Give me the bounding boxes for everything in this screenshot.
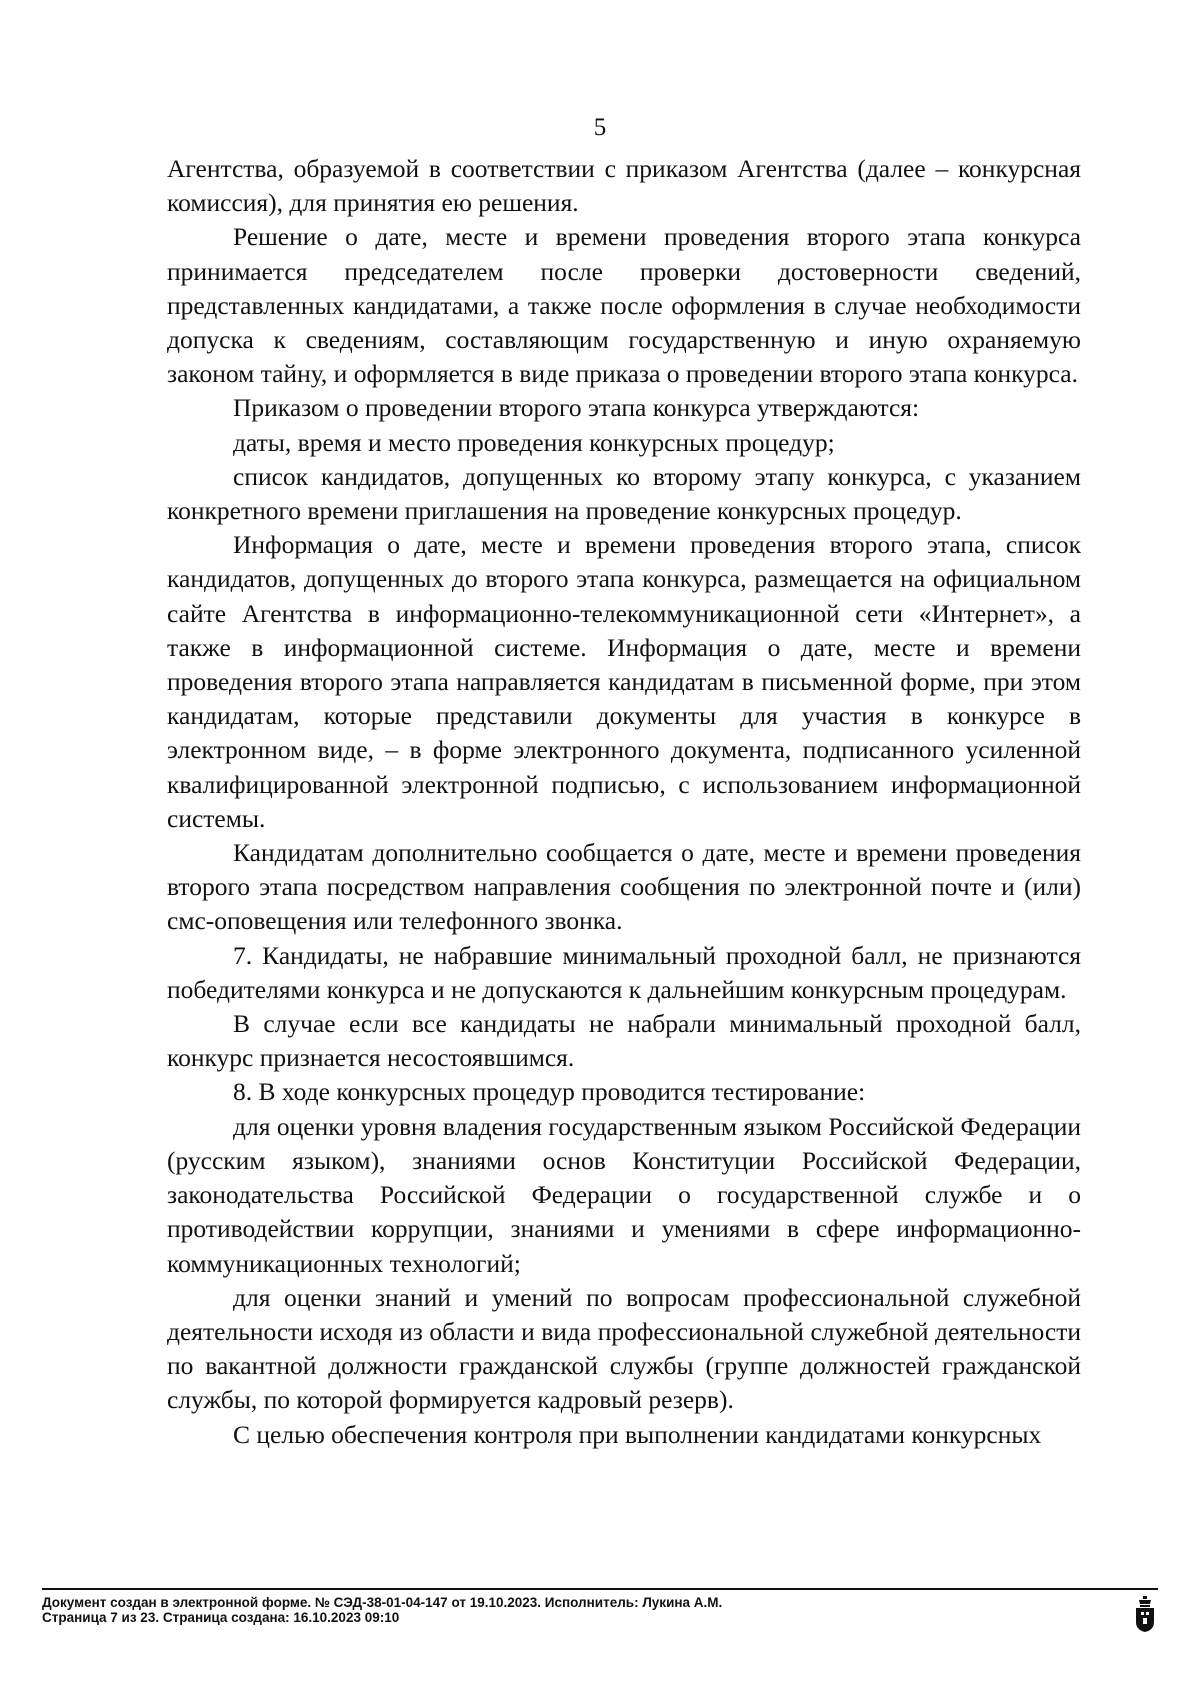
paragraph: список кандидатов, допущенных ко второму этапу конкурса, с указанием конкретного времени приглашения на проведение конкурсных процедур. (167, 461, 1081, 526)
footer-line-document-info: Документ создан в электронной форме. № СЭД-38-01-04-147 от 19.10.2023. Исполнитель: Лукина А.М. (42, 1595, 723, 1610)
document-footer (42, 1595, 1082, 1625)
paragraph: для оценки знаний и умений по вопросам профессиональной служебной деятельности исходя из области и вида профессиональной служебной деятельности по вакантной должности гражданской службы (группе должностей гражданской службы, по которой формируется кадровый резерв). (167, 1282, 1081, 1415)
footer-line-page-info: Страница 7 из 23. Страница создана: 16.10.2023 09:10 (42, 1610, 400, 1625)
paragraph: Приказом о проведении второго этапа конкурса утверждаются: (233, 393, 920, 423)
paragraph: для оценки уровня владения государственным языком Российской Федерации (русским языком), знаниями основ Конституции Российской Федерации, законодательства Российской Федерации о государственной службе и о противодействии коррупции, знаниями и умениями в сфере информационно-коммуникационных технологий; (167, 1111, 1081, 1278)
paragraph: Информация о дате, месте и времени проведения второго этапа, список кандидатов, допущенных до второго этапа конкурса, размещается на официальном сайте Агентства в информационно-телекоммуникационной сети «Интернет», а также в информационной системе. Информация о дате, месте и времени проведения второго этапа направляется кандидатам в письменной форме, при этом кандидатам, которые представили документы для участия в конкурсе в электронном виде, – в форме электронного документа, подписанного усиленной квалифицированной электронной подписью, с использованием информационной системы. (167, 530, 1081, 833)
paragraph: даты, время и место проведения конкурсных процедур; (233, 427, 835, 457)
coat-of-arms-icon (1134, 1596, 1156, 1632)
document-body (167, 152, 1081, 1452)
paragraph: Кандидатам дополнительно сообщается о дате, месте и времени проведения второго этапа посредством направления сообщения по электронной почте и (или) смс-оповещения или телефонного звонка. (167, 838, 1081, 936)
paragraph: Решение о дате, месте и времени проведения второго этапа конкурса принимается председателем после проверки достоверности сведений, представленных кандидатами, а также после оформления в случае необходимости допуска к сведениям, составляющим государственную и иную охраняемую законом тайну, и оформляется в виде приказа о проведении второго этапа конкурса. (167, 222, 1081, 389)
footer-divider (42, 1588, 1158, 1590)
page-number: 5 (593, 114, 607, 141)
paragraph: С целью обеспечения контроля при выполнении кандидатами конкурсных (233, 1419, 1042, 1449)
paragraph: В случае если все кандидаты не набрали минимальный проходной балл, конкурс признается несостоявшимся. (167, 1009, 1081, 1073)
paragraph: Агентства, образуемой в соответствии с приказом Агентства (далее – конкурсная комиссия), для принятия ею решения. (167, 154, 1081, 218)
paragraph: 8. В ходе конкурсных процедур проводится тестирование: (233, 1077, 866, 1107)
paragraph: 7. Кандидаты, не набравшие минимальный проходной балл, не признаются победителями конкурса и не допускаются к дальнейшим конкурсным процедурам. (167, 940, 1081, 1004)
